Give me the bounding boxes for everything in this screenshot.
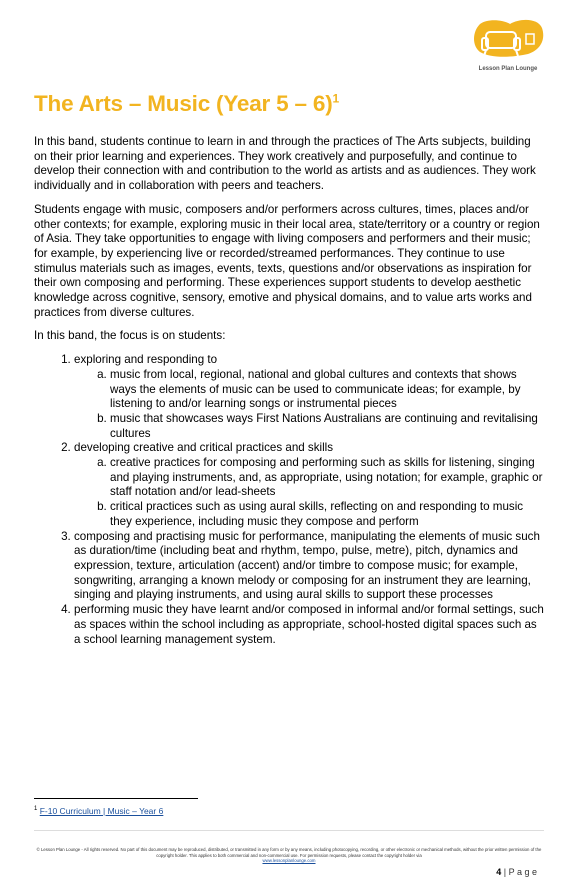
- engagement-paragraph: Students engage with music, composers and/or performers across cultures, times, places and/or other contexts; for example, exploring music in their local area, state/territory or a country or region of Asia. They take opportunities to engage with living composers and performers and their music; for example, by experiencing live or recorded/streamed performances. They continue to use stimulus materials such as images, events, texts, questions and/or observations as inspiration for their own composing and performing. These experiences support students to develop aesthetic knowledge across cognitive, sensory, emotive and physical domains, and to value arts works and practices from diverse cultures.: [34, 202, 540, 319]
- footer-divider: [34, 830, 544, 831]
- focus-item: 4. performing music they have learnt and/or composed in informal and/or formal settings, such as spaces within the school including as appropriate, school-hosted digital spaces such as a school learning management system.: [74, 603, 544, 647]
- logo-text: Lesson Plan Lounge: [478, 66, 538, 72]
- focus-sublist: [74, 456, 544, 530]
- focus-sublist: [74, 368, 544, 442]
- website-link[interactable]: www.lessonplanlounge.com: [262, 858, 316, 864]
- footnote-divider: [34, 798, 198, 799]
- document-body: [34, 135, 544, 647]
- footnote-marker: 1: [34, 806, 38, 813]
- title-footnote-marker: 1: [332, 91, 339, 106]
- focus-item: 1. exploring and responding to a. music from local, regional, national and global cultures and contexts that shows ways the elements of music can be used to communicate ideas; for example, by listening to and/or learning songs or instrumental pieces b. music that showcases ways First Nations Australians are continuing and revitalising cultures: [74, 353, 544, 441]
- focus-subitem: a. creative practices for composing and performing such as skills for listening, singing and playing instruments, and, as appropriate, using notation; for example, graphic or staff notation and/or lead-sheets: [110, 456, 544, 500]
- copyright-notice: © Lesson Plan Lounge - All rights reserved. No part of this document may be reproduced, distributed, or transmitted in any form or by any means, including photocopying, recording, or other electronic or mechanical methods, without the prior written permission of the copyright holder. This applies to both commercial and non-commercial use. For permission requests, please contact the copyright holder via www.lessonplanlounge.com: [36, 847, 542, 864]
- focus-lead-in: In this band, the focus is on students:: [34, 329, 226, 343]
- focus-list: [34, 353, 544, 647]
- focus-item: 3. composing and practising music for performance, manipulating the elements of music such as duration/time (including beat and rhythm, tempo, pulse, metre), pitch, dynamics and expression, texture, articulation (accent) and/or timbre to compose music; for example, songwriting, arranging a known melody or composing for an instrument they are learning, singing and playing instruments, and using aural skills to support these processes: [74, 530, 544, 604]
- focus-item: 2. developing creative and critical practices and skills a. creative practices for composing and performing such as skills for listening, singing and playing instruments, and, as appropriate, using notation; for example, graphic or staff notation and/or lead-sheets b. critical practices such as using aural skills, reflecting on and responding to music they experience, including music they compose and perform: [74, 441, 544, 529]
- focus-subitem: b. critical practices such as using aural skills, reflecting on and responding to music they experience, including music they compose and perform: [110, 500, 544, 529]
- footnote-link[interactable]: F-10 Curriculum | Music – Year 6: [39, 806, 164, 816]
- focus-subitem: b. music that showcases ways First Nations Australians are continuing and revitalising cultures: [110, 412, 544, 441]
- focus-subitem: a. music from local, regional, national and global cultures and contexts that shows ways the elements of music can be used to communicate ideas; for example, by listening to and/or learning songs or instrumental pieces: [110, 368, 544, 412]
- footnote: [34, 806, 163, 816]
- page-title: The Arts – Music (Year 5 – 6)$^1$: [34, 91, 339, 116]
- page-number: 4 | P a g e: [496, 867, 537, 877]
- intro-paragraph: In this band, students continue to learn in and through the practices of The Arts subjects, building on their prior learning and experiences. They work creatively and purposefully, and continue to develop their connection with and contribution to the world as artists and as audiences. They work individually and in collaboration with peers and teachers.: [34, 135, 536, 193]
